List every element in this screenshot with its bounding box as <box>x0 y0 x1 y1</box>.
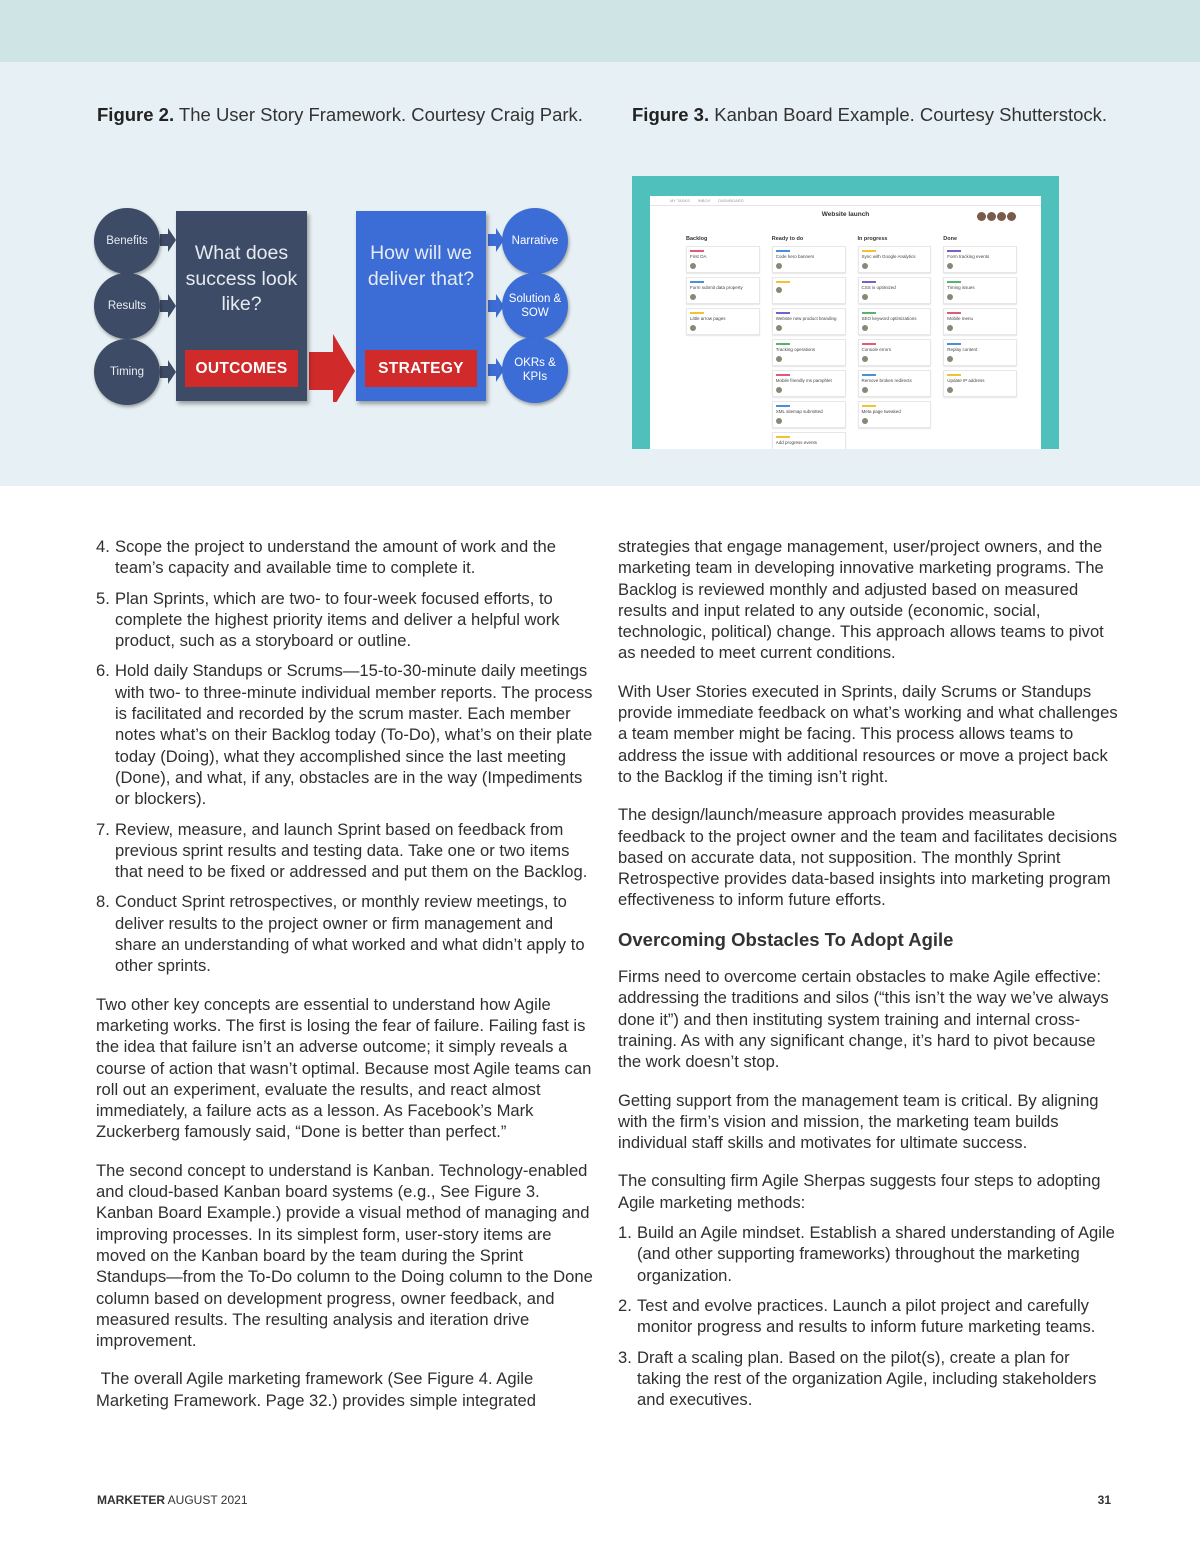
kanban-card-tag <box>776 312 790 314</box>
paragraph: Firms need to overcome certain obstacles to make Agile effective: addressing the traditions and silos (“this isn’t the way we’ve always done it”) and then instituting system training and internal cross-training. As with any significant change, it’s hard to pivot because the work doesn’t stop. <box>618 967 1109 1072</box>
kanban-card-title: Form submit data property <box>690 285 743 290</box>
kanban-card-title: Little arrow pages <box>690 316 726 321</box>
figure-3-label: Figure 3. <box>632 104 710 125</box>
steps-list-left <box>96 536 596 977</box>
kanban-column <box>858 236 932 449</box>
kanban-card-tag <box>862 312 876 314</box>
kanban-card <box>858 401 932 428</box>
kanban-card-tag <box>947 281 961 283</box>
kanban-card-title: CSS is optimized <box>861 285 896 290</box>
kanban-card <box>943 277 1017 304</box>
kanban-card-title: Sync with Google Analytics <box>861 254 916 259</box>
kanban-card-tag <box>690 250 704 252</box>
kanban-card-avatar <box>776 325 782 331</box>
strategy-question: How will we deliver that? <box>367 242 475 290</box>
kanban-card <box>686 308 760 335</box>
kanban-card-tag <box>776 374 790 376</box>
kanban-card-avatar <box>947 356 953 362</box>
list-item <box>618 1347 1118 1411</box>
outcomes-box <box>176 211 307 401</box>
right-text-column <box>618 536 1118 1419</box>
kanban-card-title: Tracking operations <box>775 347 816 352</box>
kanban-card-title: Code hero banners <box>775 254 815 259</box>
list-number: 3. <box>618 1347 632 1367</box>
kanban-card <box>858 308 932 335</box>
kanban-nav <box>650 196 1041 206</box>
paragraph: strategies that engage management, user/project owners, and the marketing team in developing innovative marketing programs. The Backlog is reviewed monthly and adjusted based on measured results and input related to any outside (economic, social, technologic, political) change. This approach allows teams to pivot as needed to meet current conditions. <box>618 537 1104 663</box>
figure-3-caption-text: Kanban Board Example. Courtesy Shutterstock. <box>714 104 1108 125</box>
kanban-card-avatar <box>947 294 953 300</box>
kanban-card-avatar <box>776 387 782 393</box>
kanban-columns <box>686 236 1017 449</box>
kanban-card-tag <box>862 250 876 252</box>
kanban-board-title: Website launch <box>821 211 870 218</box>
kanban-column-header: Done <box>943 236 957 242</box>
kanban-card-tag <box>776 343 790 345</box>
kanban-card-tag <box>776 405 790 407</box>
kanban-card-avatar <box>862 356 868 362</box>
kanban-card <box>772 277 846 304</box>
avatar <box>977 212 986 221</box>
figure-2-caption <box>97 104 583 126</box>
avatar <box>997 212 1006 221</box>
kanban-card-title: Mobile friendly ms pamphlet <box>775 378 832 383</box>
okrs-kpis-circle: OKRs & KPIs <box>502 337 568 403</box>
kanban-card-title: Console errors <box>861 347 892 352</box>
kanban-card-tag <box>947 312 961 314</box>
kanban-card-avatar <box>690 294 696 300</box>
kanban-card-tag <box>862 405 876 407</box>
list-item <box>618 1295 1118 1338</box>
list-text: Draft a scaling plan. Based on the pilot(s), create a plan for taking the rest of the organization Agile, including stakeholders and executives. <box>637 1347 1097 1410</box>
kanban-card-title: Timing issues <box>947 285 975 290</box>
strategy-label: STRATEGY <box>365 350 477 387</box>
kanban-card-tag <box>947 250 961 252</box>
kanban-card <box>772 246 846 273</box>
kanban-card-tag <box>947 374 961 376</box>
arrow-benefits <box>160 228 176 252</box>
kanban-card-avatar <box>862 294 868 300</box>
kanban-column <box>686 236 760 449</box>
top-color-band <box>0 0 1200 62</box>
issue-date: AUGUST 2021 <box>167 1493 248 1507</box>
kanban-card-tag <box>690 312 704 314</box>
kanban-column-header: Ready to do <box>771 236 804 242</box>
kanban-card <box>858 277 932 304</box>
kanban-card <box>772 401 846 428</box>
kanban-card <box>943 339 1017 366</box>
list-text: Scope the project to understand the amount of work and the team’s capacity and available time to complete it. <box>115 537 556 578</box>
arrow-results <box>160 294 176 318</box>
timing-circle: Timing <box>94 339 160 405</box>
kanban-card <box>686 246 760 273</box>
publication-name: MARKETER <box>97 1493 165 1507</box>
kanban-card <box>943 246 1017 273</box>
figure-3-caption <box>632 104 1107 126</box>
outcomes-question: What does success look like? <box>185 242 298 316</box>
kanban-card <box>772 432 846 449</box>
left-text-column <box>96 536 596 1428</box>
paragraph: Getting support from the management team is critical. By aligning with the firm’s vision and mission, the marketing team builds individual staff skills and motivates for ultimate success. <box>618 1090 1099 1153</box>
kanban-card-tag <box>690 281 704 283</box>
kanban-card <box>858 370 932 397</box>
list-number: 5. <box>96 588 110 608</box>
list-text: Plan Sprints, which are two- to four-week focused efforts, to complete the highest priority items and deliver a helpful work product, such as a storyboard or outline. <box>115 588 560 651</box>
figure-2-caption-text: The User Story Framework. Courtesy Craig Park. <box>178 104 583 125</box>
kanban-card-tag <box>862 374 876 376</box>
kanban-card-tag <box>862 281 876 283</box>
kanban-column-header: In progress <box>857 236 888 242</box>
kanban-card-title: SEO keyword optimizations <box>861 316 917 321</box>
kanban-card-avatar <box>947 387 953 393</box>
list-number: 4. <box>96 537 110 556</box>
kanban-nav-item: INBOX <box>697 198 711 203</box>
kanban-card <box>772 339 846 366</box>
list-item <box>96 891 596 976</box>
kanban-nav-item: DASHBOARD <box>718 198 744 203</box>
kanban-card <box>858 246 932 273</box>
benefits-circle: Benefits <box>94 208 160 274</box>
kanban-card-tag <box>862 343 876 345</box>
kanban-card-avatar <box>776 287 782 293</box>
kanban-card-avatar <box>690 325 696 331</box>
kanban-card-tag <box>947 343 961 345</box>
paragraph: The second concept to understand is Kanban. Technology-enabled and cloud-based Kanban board systems (e.g., See Figure 3. Kanban Board Example.) provide a visual method of managing and improving processes. In its simplest form, user-story items are moved on the Kanban board by the team during the Sprint Standups—from the To-Do column to the Doing column to the Done column based on development progress, owner feedback, and measured results. The resulting analysis and iteration drive improvement. <box>96 1160 593 1351</box>
kanban-card-avatar <box>862 325 868 331</box>
strategy-box <box>356 211 486 401</box>
results-circle: Results <box>94 273 160 339</box>
kanban-card-title: Update IP address <box>947 378 985 383</box>
kanban-card-tag <box>776 281 790 283</box>
kanban-card-title: Remove broken redirects <box>861 378 912 383</box>
kanban-column-header: Backlog <box>686 236 708 242</box>
paragraph: Two other key concepts are essential to understand how Agile marketing works. The first is losing the fear of failure. Failing fast is the idea that failure isn’t an adverse outcome; it simply reveals a course of action that wasn’t optimal. Because most Agile teams can roll out an experiment, evaluate the results, and react almost immediately, a failure acts as a lesson. As Facebook’s Mark Zuckerberg famously said, “Done is better than perfect.” <box>96 994 592 1142</box>
kanban-card-avatar <box>862 263 868 269</box>
list-number: 1. <box>618 1223 632 1243</box>
list-number: 8. <box>96 892 110 912</box>
kanban-card-avatar <box>947 325 953 331</box>
arrow-outcomes-to-strategy <box>309 334 355 402</box>
kanban-card-title: Replay content <box>947 347 978 352</box>
kanban-board <box>650 196 1041 449</box>
figure-2-label: Figure 2. <box>97 104 175 125</box>
kanban-card <box>772 308 846 335</box>
kanban-card <box>858 339 932 366</box>
page-number: 31 <box>1097 1493 1111 1507</box>
narrative-circle: Narrative <box>502 208 568 274</box>
kanban-card-avatar <box>862 387 868 393</box>
avatar <box>987 212 996 221</box>
list-text: Conduct Sprint retrospectives, or monthly review meetings, to deliver results to the project owner or firm management and share an understanding of what worked and what didn’t apply to other sprints. <box>115 892 585 976</box>
kanban-avatars <box>977 212 1016 221</box>
kanban-card-avatar <box>690 263 696 269</box>
kanban-card-avatar <box>776 356 782 362</box>
paragraph: With User Stories executed in Sprints, daily Scrums or Standups provide immediate feedback on what’s working and what challenges a team member might be facing. This process allows teams to address the issue with additional resources or move a project back to the Backlog if the timing isn’t right. <box>618 681 1118 786</box>
kanban-card-title: First OA <box>690 254 707 259</box>
avatar <box>1007 212 1016 221</box>
kanban-card-title: Mobile menu <box>947 316 974 321</box>
kanban-card-avatar <box>776 418 782 424</box>
list-item <box>96 660 596 809</box>
list-item <box>96 819 596 883</box>
kanban-card-title: Meta page tweaked <box>861 409 901 414</box>
section-heading: Overcoming Obstacles To Adopt Agile <box>618 928 954 950</box>
paragraph: The design/launch/measure approach provides measurable feedback to the project owner and the team and facilitates decisions based on accurate data, not supposition. The monthly Sprint Retrospective provides data-based insights into marketing program effectiveness to inform future efforts. <box>618 805 1118 910</box>
kanban-card <box>943 308 1017 335</box>
kanban-card-title: Add progress events <box>775 440 818 445</box>
solution-sow-circle: Solution & SOW <box>502 273 568 339</box>
steps-list-right <box>618 1222 1118 1410</box>
kanban-card-avatar <box>947 263 953 269</box>
paragraph: The consulting firm Agile Sherpas suggests four steps to adopting Agile marketing methods: <box>618 1171 1101 1212</box>
list-item <box>96 536 596 579</box>
list-text: Review, measure, and launch Sprint based on feedback from previous sprint results and testing data. Take one or two items that need to be fixed or addressed and put them on the Backlog. <box>115 819 588 882</box>
list-item <box>618 1222 1118 1286</box>
list-text: Build an Agile mindset. Establish a shared understanding of Agile (and other supporting frameworks) throughout the marketing organization. <box>637 1223 1115 1285</box>
footer-publication <box>97 1493 248 1507</box>
kanban-column <box>943 236 1017 449</box>
kanban-card-title: XML sitemap submitted <box>775 409 823 414</box>
list-number: 6. <box>96 661 110 681</box>
list-text: Test and evolve practices. Launch a pilot project and carefully monitor progress and results to inform future marketing teams. <box>637 1295 1096 1337</box>
list-number: 7. <box>96 819 110 839</box>
paragraph: The overall Agile marketing framework (See Figure 4. Agile Marketing Framework. Page 32.) provides simple integrated <box>96 1369 538 1410</box>
kanban-nav-item: MY TASKS <box>670 198 690 203</box>
kanban-card-avatar <box>776 263 782 269</box>
kanban-column <box>772 236 846 449</box>
list-number: 2. <box>618 1295 632 1315</box>
kanban-card-tag <box>776 436 790 438</box>
outcomes-label: OUTCOMES <box>185 350 298 387</box>
arrow-timing <box>160 360 176 384</box>
user-story-framework-diagram <box>92 206 572 402</box>
kanban-card-tag <box>776 250 790 252</box>
diagram-arrows <box>92 206 572 402</box>
kanban-card <box>686 277 760 304</box>
kanban-card-title: Form tracking events <box>947 254 990 259</box>
list-item <box>96 588 596 652</box>
kanban-card <box>943 370 1017 397</box>
kanban-board-image <box>632 176 1059 449</box>
list-text: Hold daily Standups or Scrums—15-to-30-minute daily meetings with two- to three-minute individual member reports. The process is facilitated and recorded by the scrum master. Each member notes what’s on their Backlog today (To-Do), what’s on their plate today (Doing), what they accomplished since the last meeting (Done), and what, if any, obstacles are in the way (Impediments or blockers). <box>115 661 593 809</box>
kanban-card <box>772 370 846 397</box>
kanban-card-title: Website new product branding <box>775 316 837 321</box>
kanban-card-avatar <box>862 418 868 424</box>
